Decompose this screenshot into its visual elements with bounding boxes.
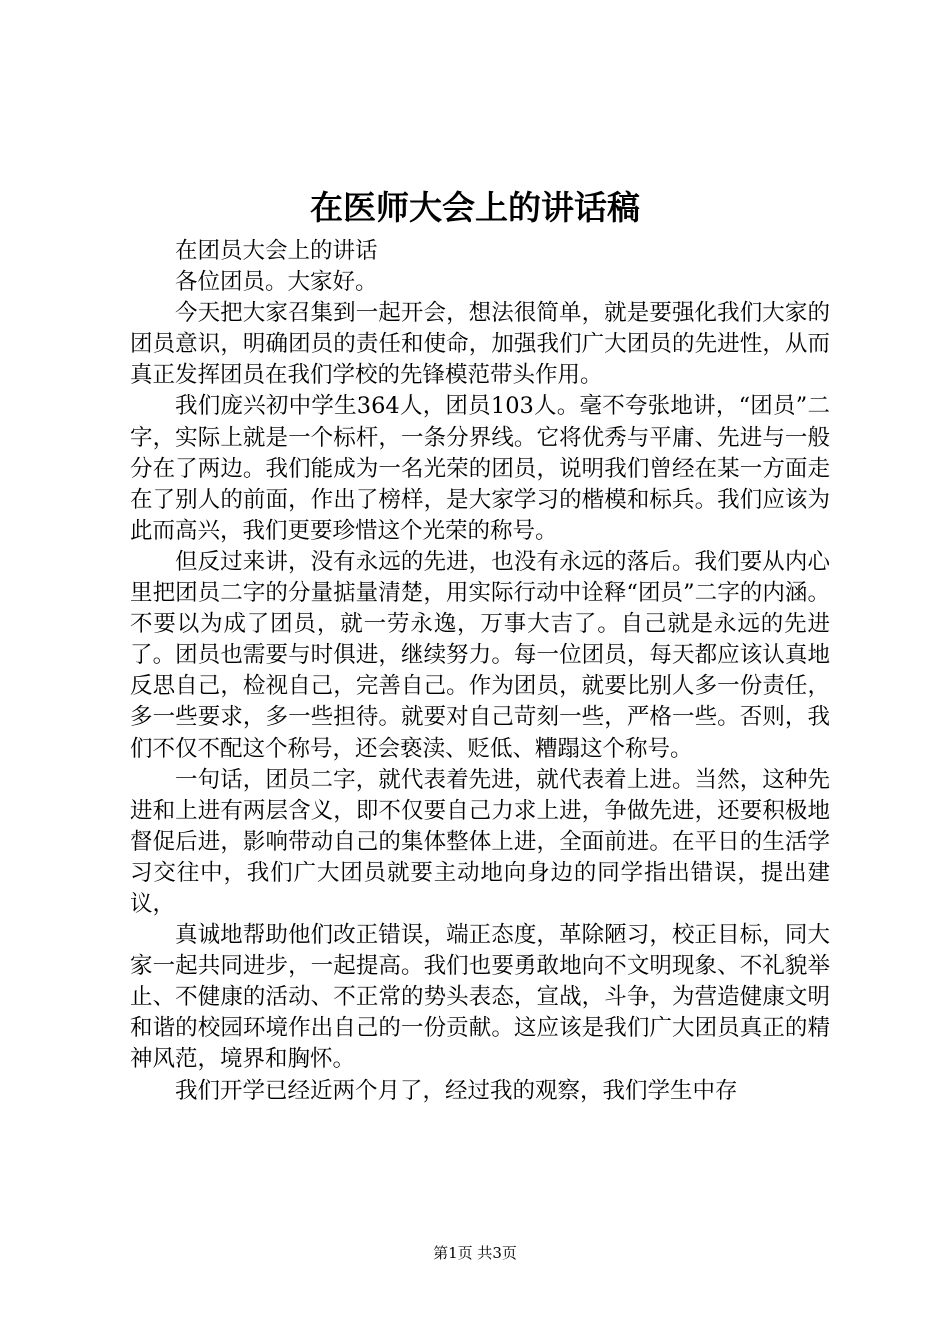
paragraph: 一句话，团员二字，就代表着先进，就代表着上进。当然，这种先进和上进有两层含义，即不仅要自己力求上进，争做先进，还要积极地督促后进，影响带动自己的集体整体上进，全面前进。在平日的生活学习交往中，我们广大团员就要主动地向身边的同学指出错误，提出建议，: [130, 766, 830, 917]
paragraph: 我们庞兴初中学生364人，团员103人。毫不夸张地讲，“团员”二字，实际上就是一个标杆，一条分界线。它将优秀与平庸、先进与一般分在了两边。我们能成为一名光荣的团员，说明我们曾经在某一方面走在了别人的前面，作出了榜样，是大家学习的楷模和标兵。我们应该为此而高兴，我们更要珍惜这个光荣的称号。: [130, 393, 830, 544]
page-footer: 第1页 共3页: [433, 1244, 517, 1262]
paragraph: 但反过来讲，没有永远的先进，也没有永远的落后。我们要从内心里把团员二字的分量掂量清楚，用实际行动中诠释“团员”二字的内涵。不要以为成了团员，就一劳永逸，万事大吉了。自己就是永远的先进了。团员也需要与时俱进，继续努力。每一位团员，每天都应该认真地反思自己，检视自己，完善自己。作为团员，就要比别人多一份责任，多一些要求，多一些担待。就要对自己苛刻一些，严格一些。否则，我们不仅不配这个称号，还会亵渎、贬低、糟蹋这个称号。: [130, 548, 830, 762]
document-body: [130, 236, 830, 1107]
paragraph: 今天把大家召集到一起开会，想法很简单，就是要强化我们大家的团员意识，明确团员的责任和使命，加强我们广大团员的先进性，从而真正发挥团员在我们学校的先锋模范带头作用。: [130, 300, 830, 389]
document-title: 在医师大会上的讲话稿: [310, 188, 640, 227]
paragraph: 各位团员。大家好。: [175, 269, 378, 296]
paragraph: 在团员大会上的讲话: [175, 238, 378, 264]
paragraph: 我们开学已经近两个月了，经过我的观察，我们学生中存: [175, 1077, 738, 1104]
paragraph: 真诚地帮助他们改正错误，端正态度，革除陋习，校正目标，同大家一起共同进步，一起提高。我们也要勇敢地向不文明现象、不礼貌举止、不健康的活动、不正常的势头表态，宣战，斗争，为营造健康文明和谐的校园环境作出自己的一份贡献。这应该是我们广大团员真正的精神风范，境界和胸怀。: [130, 922, 830, 1073]
